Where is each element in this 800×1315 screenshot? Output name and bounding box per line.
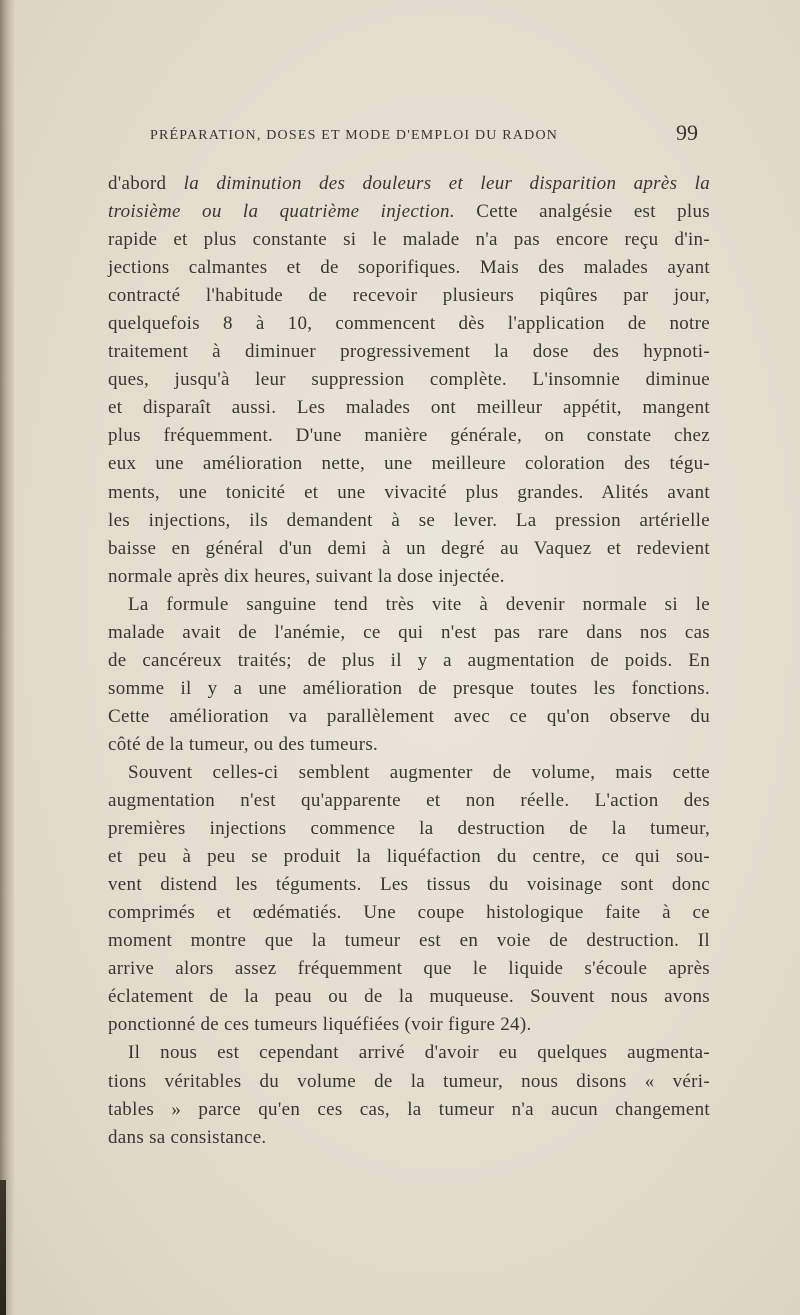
text-line: plus fréquemment. D'une manière générale, on constate chez [108, 425, 710, 447]
running-title: PRÉPARATION, DOSES ET MODE D'EMPLOI DU RADON [150, 128, 559, 143]
text-line: Cette amélioration va parallèlement avec ce qu'on observe du [108, 705, 710, 727]
page-binding-shadow [0, 1180, 6, 1315]
text-line: et disparaît aussi. Les malades ont meilleur appétit, mangent [108, 397, 710, 419]
text-line: malade avait de l'anémie, ce qui n'est pas rare dans nos cas [108, 621, 710, 643]
running-header [150, 118, 710, 152]
paragraph-4 [108, 1039, 710, 1151]
text-line: comprimés et œdématiés. Une coupe histologique faite à ce [108, 902, 710, 924]
text-line: contracté l'habitude de recevoir plusieurs piqûres par jour, [108, 285, 710, 307]
text-line: augmentation n'est qu'apparente et non réelle. L'action des [108, 790, 710, 812]
text-line: côté de la tumeur, ou des tumeurs. [108, 733, 379, 755]
text-line: Souvent celles-ci semblent augmenter de volume, mais cette [128, 761, 710, 783]
text-line: ments, une tonicité et une vivacité plus grandes. Alités avant [108, 481, 710, 503]
text-line: eux une amélioration nette, une meilleure coloration des tégu- [108, 453, 710, 475]
text-line: vent distend les téguments. Les tissus du voisinage sont donc [108, 874, 710, 896]
text-line: traitement à diminuer progressivement la dose des hypnoti- [108, 341, 710, 363]
text-line: somme il y a une amélioration de presque toutes les fonctions. [108, 677, 710, 699]
text-line: normale après dix heures, suivant la dose injectée. [108, 565, 505, 587]
text-line: de cancéreux traités; de plus il y a augmentation de poids. En [108, 649, 710, 671]
page-binding-edge [0, 0, 14, 1315]
text-line: ques, jusqu'à leur suppression complète. L'insomnie diminue [108, 369, 710, 391]
text-line: tions véritables du volume de la tumeur, nous disons « véri- [108, 1070, 710, 1092]
paragraph-3 [108, 759, 710, 1039]
body-text [108, 170, 710, 1152]
text-line: dans sa consistance. [108, 1126, 267, 1148]
page-number: 99 [676, 120, 698, 145]
paragraph-2 [108, 591, 710, 759]
text-line: ponctionné de ces tumeurs liquéfiées (voir figure 24). [108, 1014, 532, 1036]
text-line: jections calmantes et de soporifiques. Mais des malades ayant [108, 257, 710, 279]
text-line: arrive alors assez fréquemment que le liquide s'écoule après [108, 958, 710, 980]
text-line: moment montre que la tumeur est en voie de destruction. Il [108, 930, 710, 952]
text-line: et peu à peu se produit la liquéfaction du centre, ce qui sou- [108, 846, 710, 868]
text-line: rapide et plus constante si le malade n'a pas encore reçu d'in- [108, 229, 710, 251]
text-line: éclatement de la peau ou de la muqueuse. Souvent nous avons [108, 986, 710, 1008]
text-line: baisse en général d'un demi à un degré au Vaquez et redevient [108, 537, 710, 559]
text-line: La formule sanguine tend très vite à devenir normale si le [128, 593, 710, 615]
text-line: tables » parce qu'en ces cas, la tumeur n'a aucun changement [108, 1098, 710, 1120]
paragraph-1 [108, 170, 710, 591]
text-line: d'abord la diminution des douleurs et leur disparition après la [108, 173, 710, 194]
text-line: premières injections commence la destruction de la tumeur, [108, 818, 710, 840]
text-line: les injections, ils demandent à se lever. La pression artérielle [108, 509, 710, 531]
text-line: troisième ou la quatrième injection. Cette analgésie est plus [108, 201, 711, 223]
text-line: Il nous est cependant arrivé d'avoir eu quelques augmenta- [128, 1042, 710, 1064]
text-line: quelquefois 8 à 10, commencent dès l'application de notre [108, 313, 710, 335]
